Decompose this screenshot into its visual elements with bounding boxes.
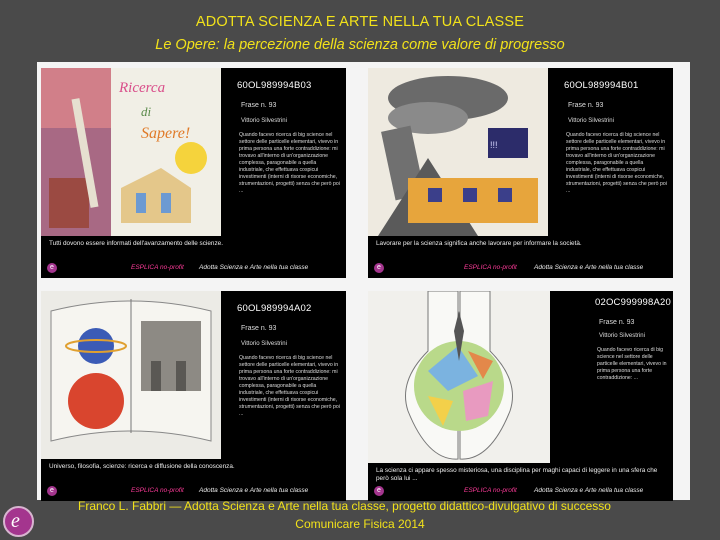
page-subtitle: Le Opere: la percezione della scienza come valore di progresso: [155, 37, 565, 53]
artwork-caption: Lavorare per la scienza significa anche lavorare per informare la società.: [376, 240, 582, 247]
artwork-code: 60OL989994A02: [237, 303, 312, 314]
frase-number: Frase n. 93: [241, 102, 277, 109]
artwork-caption: Universo, filosofia, scienze: ricerca e diffusione della conoscenza.: [49, 463, 235, 470]
artwork-code: 02OC999998A20: [595, 297, 672, 308]
artwork-image-4: [368, 291, 550, 463]
esplica-logo-icon: e: [374, 486, 384, 496]
esplica-logo-icon: e: [47, 486, 57, 496]
artwork-board: [37, 62, 690, 500]
svg-text:Sapere!: Sapere!: [141, 125, 191, 142]
svg-text:Ricerca: Ricerca: [119, 80, 166, 96]
quote-excerpt: Quando facevo ricerca di big science nel settore delle particelle elementari, vivevo in prima persona una forte contraddizione: mi trovavo all'interno di un'organizzazione complessa, paragonabile a quella industriale, che effettuava cospicui investimenti (interni di risorse economiche, strumentazioni, progetti) senza che però poi ...: [566, 132, 667, 194]
esplica-logo-icon: e: [374, 263, 384, 273]
quote-author: Vittorio Silvestrini: [568, 118, 614, 124]
project-name: Adotta Scienza e Arte nella tua classe: [199, 264, 309, 271]
credit-line: Franco L. Fabbri — Adotta Scienza e Arte nella tua classe, progetto didattico-divulgativo di successo: [78, 499, 611, 513]
quote-excerpt: Quando facevo ricerca di big science nel settore delle particelle elementari, vivevo in prima persona una forte contraddizione: mi trovavo all'interno di un'organizzazione complessa, paragonabile a quella industriale, che effettuava cospicui investimenti (interni di risorse economiche, strumentazioni, progetti) senza che però poi ...: [239, 132, 340, 194]
artwork-code: 60OL989994B03: [237, 80, 312, 91]
quote-excerpt: Quando facevo ricerca di big science nel settore delle particelle elementari, vivevo in prima persona una forte contraddizione: ...: [597, 347, 667, 381]
project-name: Adotta Scienza e Arte nella tua classe: [199, 487, 309, 494]
quote-excerpt: Quando facevo ricerca di big science nel settore delle particelle elementari, vivevo in prima persona una forte contraddizione: mi trovavo all'interno di un'organizzazione complessa, paragonabile a quella industriale, che effettuava cospicui investimenti (interni di risorse economiche, strumentazioni, progetti) senza che però poi ...: [239, 355, 340, 417]
esplica-logo-icon: e: [3, 506, 34, 537]
artwork-image-2: [368, 68, 548, 236]
org-name: ESPLICA no-profit: [464, 487, 517, 494]
credit-line-event: Comunicare Fisica 2014: [295, 517, 425, 531]
card-footer: [47, 263, 341, 275]
svg-text:di: di: [141, 104, 152, 119]
quote-author: Vittorio Silvestrini: [241, 118, 287, 124]
esplica-logo-icon: e: [47, 263, 57, 273]
project-name: Adotta Scienza e Arte nella tua classe: [534, 487, 644, 494]
frase-number: Frase n. 93: [568, 102, 604, 109]
artwork-card-3: [41, 291, 346, 501]
quote-author: Vittorio Silvestrini: [241, 341, 287, 347]
artwork-code: 60OL989994B01: [564, 80, 639, 91]
org-name: ESPLICA no-profit: [464, 264, 517, 271]
artwork-caption: La scienza ci appare spesso misteriosa, una disciplina per maghi capaci di leggere in una sfera che però sola lui ...: [376, 467, 658, 482]
artwork-image-1: [41, 68, 221, 236]
artwork-card-2: [368, 68, 673, 278]
quote-author: Vittorio Silvestrini: [599, 333, 645, 339]
artwork-card-4: [368, 291, 673, 501]
artwork-caption: Tutti dovono essere informati dell'avanzamento delle scienze.: [49, 240, 223, 247]
project-name: Adotta Scienza e Arte nella tua classe: [534, 264, 644, 271]
org-name: ESPLICA no-profit: [131, 487, 184, 494]
org-name: ESPLICA no-profit: [131, 264, 184, 271]
svg-text:!!!: !!!: [490, 140, 498, 150]
frase-number: Frase n. 93: [241, 325, 277, 332]
card-footer: [374, 486, 668, 498]
frase-number: Frase n. 93: [599, 319, 635, 326]
artwork-image-3: [41, 291, 221, 459]
card-footer: [47, 486, 341, 498]
page-title: ADOTTA SCIENZA E ARTE NELLA TUA CLASSE: [195, 14, 525, 30]
artwork-card-1: [41, 68, 346, 278]
card-footer: [374, 263, 668, 275]
